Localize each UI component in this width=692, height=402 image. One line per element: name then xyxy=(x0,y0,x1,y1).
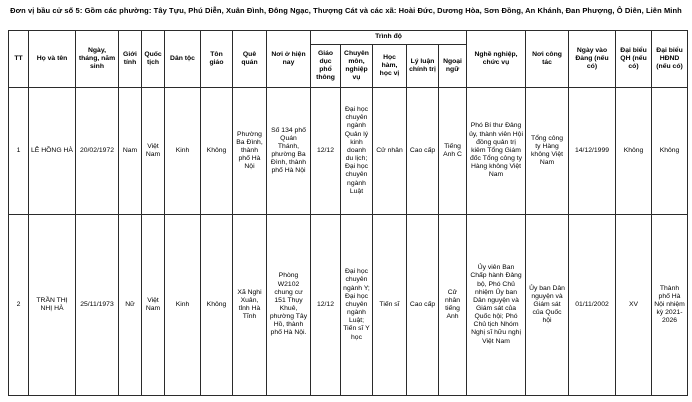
col-header-group-qualification: Trình độ xyxy=(311,31,467,45)
cell-language: Tiếng Anh C xyxy=(439,88,467,215)
table-row xyxy=(9,215,688,396)
col-header-religion: Tôn giáo xyxy=(201,31,233,88)
col-header-occupation: Nghề nghiệp, chức vụ xyxy=(467,31,526,88)
document-title: Đơn vị bầu cử số 5: Gồm các phường: Tây Tựu, Phú Diễn, Xuân Đình, Đông Ngạc, Thượng Cát và các xã: Hoài Đức, Dương Hòa, Sơn Đồng, An Khánh, Đan Phượng, Ô Diên, Liên Minh xyxy=(10,6,682,15)
col-header-workplace: Nơi công tác xyxy=(526,31,569,88)
cell-gender: Nữ xyxy=(119,215,142,396)
col-header-na-deputy: Đại biểu QH (nếu có) xyxy=(616,31,652,88)
col-header-language: Ngoại ngữ xyxy=(439,45,467,88)
cell-education: 12/12 xyxy=(311,88,341,215)
cell-degree: Cử nhân xyxy=(373,88,407,215)
cell-na-deputy: Không xyxy=(616,88,652,215)
cell-council-deputy: Không xyxy=(652,88,688,215)
cell-hometown: Xã Nghi Xuân, tỉnh Hà Tĩnh xyxy=(233,215,267,396)
col-header-party-date: Ngày vào Đảng (nếu có) xyxy=(569,31,616,88)
cell-politics: Cao cấp xyxy=(407,215,439,396)
col-header-tt: TT xyxy=(9,31,29,88)
cell-tt: 1 xyxy=(9,88,29,215)
cell-name: TRẦN THỊ NHỊ HÀ xyxy=(29,215,76,396)
col-header-profession: Chuyên môn, nghiệp vụ xyxy=(341,45,373,88)
cell-tt: 2 xyxy=(9,215,29,396)
cell-gender: Nam xyxy=(119,88,142,215)
table-header xyxy=(9,31,688,88)
col-header-name: Họ và tên xyxy=(29,31,76,88)
col-header-hometown: Quê quán xyxy=(233,31,267,88)
cell-nationality: Việt Nam xyxy=(142,88,165,215)
col-header-residence: Nơi ở hiện nay xyxy=(267,31,311,88)
cell-party-date: 01/11/2002 xyxy=(569,215,616,396)
cell-party-date: 14/12/1999 xyxy=(569,88,616,215)
cell-nationality: Việt Nam xyxy=(142,215,165,396)
col-header-politics: Lý luận chính trị xyxy=(407,45,439,88)
col-header-education: Giáo dục phổ thông xyxy=(311,45,341,88)
candidates-table xyxy=(8,30,688,396)
cell-occupation: Ủy viên Ban Chấp hành Đảng bộ, Phó Chủ nhiệm Ủy ban Dân nguyện và Giám sát của Quốc hội; Phó Chủ tịch Nhóm Nghị sĩ hữu nghị Việt Nam xyxy=(467,215,526,396)
cell-ethnicity: Kinh xyxy=(165,215,201,396)
cell-religion: Không xyxy=(201,215,233,396)
header-group-row xyxy=(9,31,688,45)
col-header-council-deputy: Đại biểu HĐND (nếu có) xyxy=(652,31,688,88)
cell-education: 12/12 xyxy=(311,215,341,396)
cell-religion: Không xyxy=(201,88,233,215)
cell-profession: Đại học chuyên ngành Y; Đại học chuyên ngành Luật; Tiến sĩ Y học xyxy=(341,215,373,396)
cell-politics: Cao cấp xyxy=(407,88,439,215)
cell-residence: Số 134 phố Quán Thánh, phường Ba Đình, thành phố Hà Nội xyxy=(267,88,311,215)
col-header-dob: Ngày, tháng, năm sinh xyxy=(76,31,119,88)
cell-workplace: Ủy ban Dân nguyện và Giám sát của Quốc hội xyxy=(526,215,569,396)
cell-residence: Phòng W2102 chung cư 151 Thụy Khuê, phường Tây Hồ, thành phố Hà Nội. xyxy=(267,215,311,396)
cell-workplace: Tổng công ty Hàng không Việt Nam xyxy=(526,88,569,215)
cell-hometown: Phường Ba Đình, thành phố Hà Nội xyxy=(233,88,267,215)
cell-dob: 25/11/1973 xyxy=(76,215,119,396)
col-header-gender: Giới tính xyxy=(119,31,142,88)
cell-dob: 20/02/1972 xyxy=(76,88,119,215)
cell-language: Cử nhân tiếng Anh xyxy=(439,215,467,396)
table-row xyxy=(9,88,688,215)
cell-ethnicity: Kinh xyxy=(165,88,201,215)
cell-degree: Tiến sĩ xyxy=(373,215,407,396)
col-header-ethnicity: Dân tộc xyxy=(165,31,201,88)
table-body xyxy=(9,88,688,396)
cell-occupation: Phó Bí thư Đảng ủy, thành viên Hội đồng quản trị kiêm Tổng Giám đốc Tổng công ty Hàng không Việt Nam xyxy=(467,88,526,215)
cell-name: LÊ HỒNG HÀ xyxy=(29,88,76,215)
cell-na-deputy: XV xyxy=(616,215,652,396)
cell-profession: Đại học chuyên ngành Quản lý kinh doanh du lịch; Đại học chuyên ngành Luật xyxy=(341,88,373,215)
col-header-nationality: Quốc tịch xyxy=(142,31,165,88)
cell-council-deputy: Thành phố Hà Nội nhiệm kỳ 2021-2026 xyxy=(652,215,688,396)
col-header-degree: Học hàm, học vị xyxy=(373,45,407,88)
